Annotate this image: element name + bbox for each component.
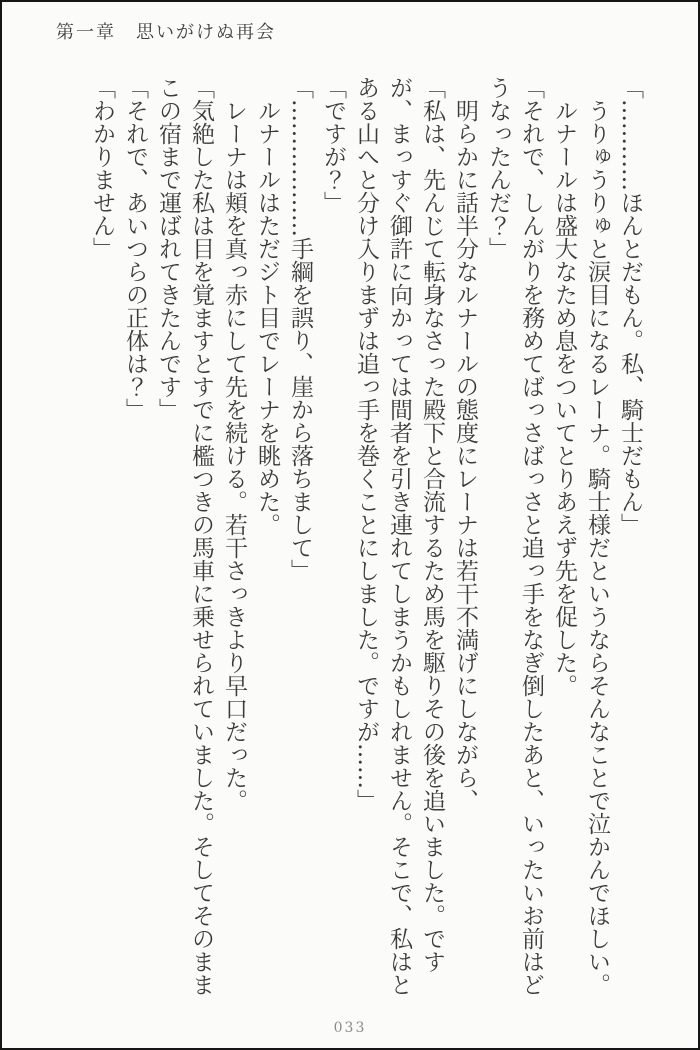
paragraph: 「わかりません」 <box>89 76 115 260</box>
paragraph: 「私は、先んじて転身なさった殿下と合流するため馬を駆りその後を追いました。ですが、まっすぐ御許に向かっては間者を引き連れてしまうかもしれません。そこで、私はとある山へと分け入りまずは追っ手を巻くことにしました。ですが……」 <box>353 76 445 996</box>
paragraph: 「それで、あいつらの正体は？」 <box>122 76 148 421</box>
paragraph: うりゅうりゅと涙目になるレーナ。騎士様だというならそんなことで泣かんでほしい。 <box>584 99 610 996</box>
vertical-text-body <box>61 76 646 1016</box>
paragraph: 「ですが？」 <box>320 76 346 214</box>
chapter-header: 第一章 思いがけぬ再会 <box>56 22 276 43</box>
page-number: 033 <box>333 1020 367 1036</box>
paragraph: レーナは頬を真っ赤にして先を続ける。若干さっきより早口だった。 <box>221 99 247 812</box>
paragraph: 「それで、しんがりを務めてばっさばっさと追っ手をなぎ倒したあと、いったいお前はどうなったんだ？」 <box>485 76 544 996</box>
paragraph: 明らかに話半分なルナールの態度にレーナは若干不満げにしながら、 <box>452 99 478 812</box>
paragraph: ルナールはただジト目でレーナを眺めた。 <box>254 99 280 536</box>
paragraph: 「…………ほんとだもん。私、騎士だもん」 <box>617 76 643 536</box>
paragraph: 「………………手綱を誤り、崖から落ちまして」 <box>287 76 313 582</box>
paragraph: 「気絶した私は目を覚ますとすでに檻つきの馬車に乗せられていました。そしてそのままこの宿まで運ばれてきたんです」 <box>155 76 214 996</box>
paragraph: ルナールは盛大なため息をついてとりあえず先を促した。 <box>551 99 577 697</box>
